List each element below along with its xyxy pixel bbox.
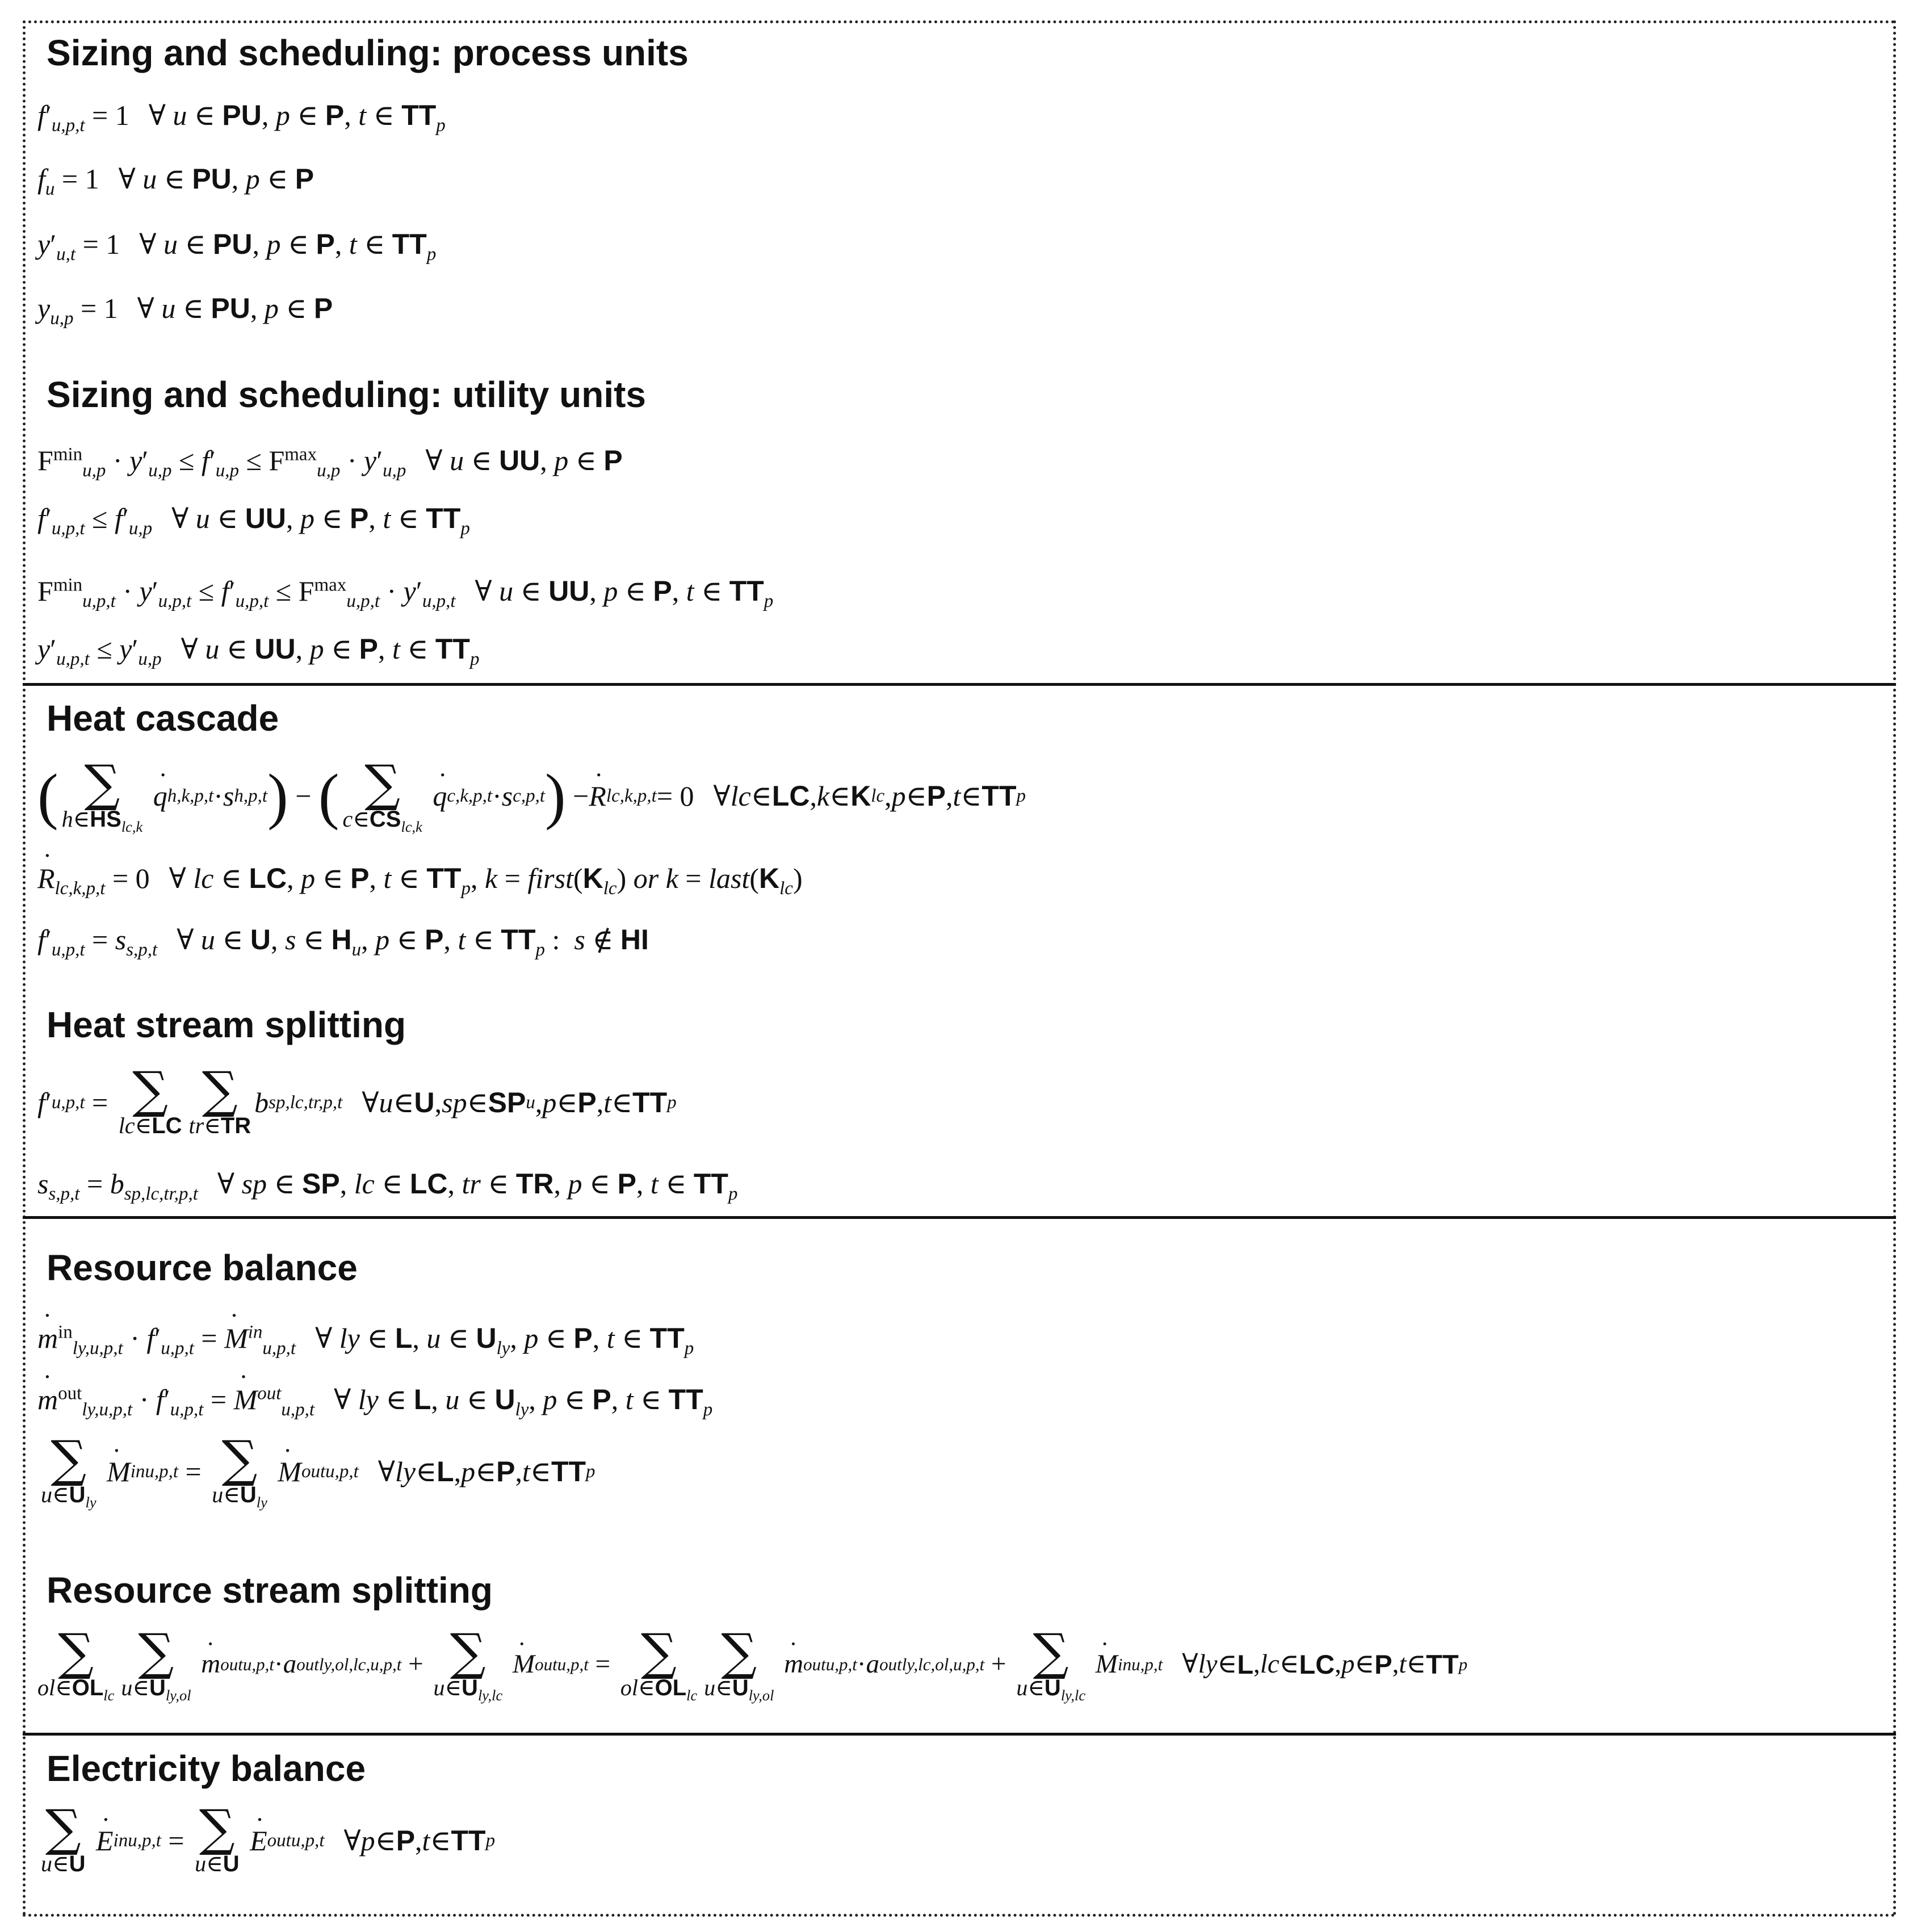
set-label: TT [1426, 1649, 1459, 1680]
keyword: last [708, 862, 750, 894]
set-label: TT [435, 633, 470, 665]
set-label: P [653, 575, 672, 607]
heading-resource-stream-splitting: Resource stream splitting [47, 1570, 493, 1611]
set-label: U [462, 1675, 478, 1701]
set-label: TT [981, 779, 1017, 812]
set-label: TT [401, 99, 437, 131]
equation: $y'_{u,t} = 1$ ∀ u ∈ PU, p ∈ P, t ∈ $TT_p$ [37, 228, 437, 265]
equation: ∑ $u\in U_{ly}$ ˙ M in u,p,t = ∑ $u\in U_{ly}$ ˙ M out u,p,t ∀ ly ∈ L , p ∈ P , t ∈ TT p [37, 1436, 595, 1506]
summation: ∑ u∈U [195, 1799, 240, 1877]
set-label: TT [551, 1455, 586, 1487]
set-label: L [413, 1384, 431, 1415]
summation: ∑ lc∈LC [118, 1061, 182, 1139]
equation: ˙ $m^{out}_{ly,u,p,t} \cdot f'_{u,p,t}$ = ˙ $M^{out}_{u,p,t}$ ∀ ly ∈ L, u ∈ $U_{ly}$, p ∈ P, t ∈ $TT_p$ [37, 1385, 712, 1414]
set-label: U [414, 1086, 435, 1118]
set-label: P [592, 1384, 611, 1415]
set-label: P [295, 163, 314, 195]
set-label: U [149, 1675, 166, 1701]
equation: ( ∑ $h\in HS_{lc,k}$ ˙ q h,k,p,t · s h,p,t ) − ( ∑ $c\in CS_{lc,k}$ ˙ q c,k,p,t · s c,p,t ) − ˙ R lc,k,p,t = 0 ∀ lc ∈ LC , k ∈ K lc , p ∈ P , t ∈ TT p [37, 761, 1026, 831]
set-label: LC [1299, 1649, 1335, 1680]
set-label: K [759, 862, 780, 894]
equation: ∑ $ol\in OL_{lc}$ ∑ $u\in U_{ly,ol}$ ˙ m out u,p,t · a out ly,ol,lc,u,p,t + ∑ $u\in U_{ly,lc}$ ˙ M out u,p,t = ∑ $ol\in OL_{lc}$ ∑ $u\in U_{ly,ol}$ ˙ m out u,p,t · a out ly,lc,ol,u,p,t + ∑ $u\in U_{ly,lc}$ ˙ M in u,p,t ∀ ly ∈ L , lc ∈ LC , p ∈ P , t ∈ TT p [34, 1629, 1467, 1699]
set-label: P [603, 445, 623, 476]
set-label: HI [620, 924, 649, 955]
set-label: P [316, 228, 335, 260]
summation: ∑ $u\in U_{ly,ol}$ [704, 1623, 774, 1704]
heading-heat-cascade: Heat cascade [47, 698, 279, 739]
set-label: P [313, 292, 333, 324]
keyword: first [527, 862, 573, 894]
summation: ∑ $ol\in OL_{lc}$ [37, 1623, 115, 1704]
set-label: P [577, 1086, 597, 1118]
summation: ∑ $c\in CS_{lc,k}$ [342, 754, 422, 836]
set-label: TR [515, 1168, 554, 1200]
set-label: L [437, 1455, 454, 1487]
set-label: SP [488, 1086, 526, 1118]
set-label: P [425, 924, 444, 955]
set-label: UU [548, 575, 590, 607]
heading-utility-units: Sizing and scheduling: utility units [47, 374, 646, 415]
summation: ∑ $h\in HS_{lc,k}$ [61, 754, 143, 836]
section-divider [23, 1733, 1896, 1736]
equation: ˙ $R_{lc,k,p,t} = 0$ ∀ lc ∈ LC, p ∈ P, t ∈ $TT_p$, $k = first(K_{lc})$ or $k = last(K_{lc})$ [37, 864, 803, 892]
set-label: H [331, 924, 352, 955]
equation: $f_u = 1$ ∀ u ∈ PU, p ∈ P [37, 163, 314, 199]
set-label: TT [668, 1384, 703, 1415]
set-label: TT [729, 575, 764, 607]
set-label: U [476, 1322, 497, 1354]
set-label: PU [212, 228, 253, 260]
heading-heat-stream-splitting: Heat stream splitting [47, 1004, 406, 1045]
set-label: SP [302, 1168, 340, 1200]
set-label: U [1044, 1675, 1061, 1701]
set-label: U [250, 924, 271, 955]
summation: ∑ $u\in U_{ly,lc}$ [433, 1623, 503, 1704]
set-label: TR [220, 1113, 251, 1139]
set-label: TT [426, 502, 461, 534]
set-label: TT [426, 862, 462, 894]
set-label: U [223, 1851, 240, 1877]
section-divider [23, 683, 1896, 686]
equation: $F^{min}_{u,p} \cdot y'_{u,p} \le f'_{u,p} \le F^{max}_{u,p} \cdot y'_{u,p}$ ∀ u ∈ UU, p ∈ P [37, 444, 623, 481]
set-label: P [617, 1168, 636, 1200]
set-label: UU [254, 633, 296, 665]
set-label: TT [392, 228, 427, 260]
set-label: L [1237, 1649, 1254, 1680]
set-label: TT [632, 1086, 668, 1118]
set-label: UU [245, 502, 286, 534]
equation: f ′ u,p,t = ∑ lc∈LC ∑ tr∈TR b sp,lc,tr,p,t ∀ u ∈ U , sp ∈ SP u , p ∈ P , t ∈ TT p [37, 1061, 677, 1139]
set-label: P [350, 862, 370, 894]
equation: ˙ $m^{in}_{ly,u,p,t} \cdot f'_{u,p,t}$ = ˙ $M^{in}_{u,p,t}$ ∀ ly ∈ L, u ∈ $U_{ly}$, p ∈ P, t ∈ $TT_p$ [37, 1324, 694, 1352]
set-label: TT [501, 924, 536, 955]
equation: $s_{s,p,t} = b_{sp,lc,tr,p,t}$ ∀ sp ∈ SP, lc ∈ LC, tr ∈ TR, p ∈ P, t ∈ $TT_p$ [37, 1168, 738, 1204]
set-label: K [850, 779, 871, 812]
set-label: P [573, 1322, 593, 1354]
set-label: PU [222, 99, 262, 131]
set-label: U [69, 1482, 86, 1508]
set-label: LC [771, 779, 810, 812]
set-label: TT [693, 1168, 728, 1200]
set-label: P [926, 779, 946, 812]
set-label: P [496, 1455, 515, 1487]
summation: ∑ $ol\in OL_{lc}$ [620, 1623, 698, 1704]
equation: $F^{min}_{u,p,t} \cdot y'_{u,p,t} \le f'_{u,p,t} \le F^{max}_{u,p,t} \cdot y'_{u,p,t}$ ∀ u ∈ UU, p ∈ P, t ∈ $TT_p$ [37, 575, 774, 611]
equation: $f'_{u,p,t} \le f'_{u,p}$ ∀ u ∈ UU, p ∈ P, t ∈ $TT_p$ [37, 502, 470, 539]
equation: $y_{u,p} = 1$ ∀ u ∈ PU, p ∈ P [37, 292, 333, 329]
set-label: LC [152, 1113, 182, 1139]
heading-process-units: Sizing and scheduling: process units [47, 32, 689, 73]
set-label: U [494, 1384, 515, 1415]
set-label: TT [649, 1322, 685, 1354]
set-label: UU [499, 445, 540, 476]
set-label: LC [409, 1168, 448, 1200]
set-label: OL [72, 1675, 104, 1701]
set-label: LC [249, 862, 287, 894]
set-label: U [240, 1482, 257, 1508]
summation: ∑ tr∈TR [188, 1061, 251, 1139]
set-label: OL [655, 1675, 687, 1701]
set-label: P [325, 99, 345, 131]
set-label: U [732, 1675, 749, 1701]
summation: ∑ $u\in U_{ly,ol}$ [121, 1623, 191, 1704]
summation: ∑ $u\in U_{ly}$ [41, 1430, 97, 1511]
summation: ∑ $u\in U_{ly,lc}$ [1016, 1623, 1086, 1704]
set-label: P [1374, 1649, 1392, 1680]
set-label: K [582, 862, 603, 894]
equation: ∑ u∈U ˙ E in u,p,t = ∑ u∈U ˙ E out u,p,t ∀ p ∈ P , t ∈ TT p [37, 1805, 495, 1875]
equation: $y'_{u,p,t} \le y'_{u,p}$ ∀ u ∈ UU, p ∈ P, t ∈ $TT_p$ [37, 633, 480, 669]
set-label: L [395, 1322, 413, 1354]
set-label: U [69, 1851, 86, 1877]
set-label: PU [192, 163, 232, 195]
set-label: P [396, 1824, 416, 1856]
set-label: CS [369, 807, 401, 832]
keyword: or [633, 862, 659, 894]
set-label: TT [451, 1824, 486, 1856]
equation: $f'_{u,p,t} = 1$ ∀ u ∈ PU, p ∈ P, t ∈ $TT_p$ [37, 99, 446, 136]
heading-resource-balance: Resource balance [47, 1247, 358, 1288]
equation: $f'_{u,p,t} = s_{s,p,t}$ ∀ u ∈ U, s ∈ $H_u$, p ∈ P, t ∈ $TT_p$ : s ∉ HI [37, 924, 649, 960]
set-label: HS [90, 807, 121, 832]
section-divider [23, 1216, 1896, 1219]
set-label: P [359, 633, 378, 665]
set-label: P [350, 502, 369, 534]
heading-electricity-balance: Electricity balance [47, 1748, 366, 1789]
summation: ∑ u∈U [41, 1799, 86, 1877]
set-label: PU [211, 292, 250, 324]
summation: ∑ $u\in U_{ly}$ [212, 1430, 267, 1511]
